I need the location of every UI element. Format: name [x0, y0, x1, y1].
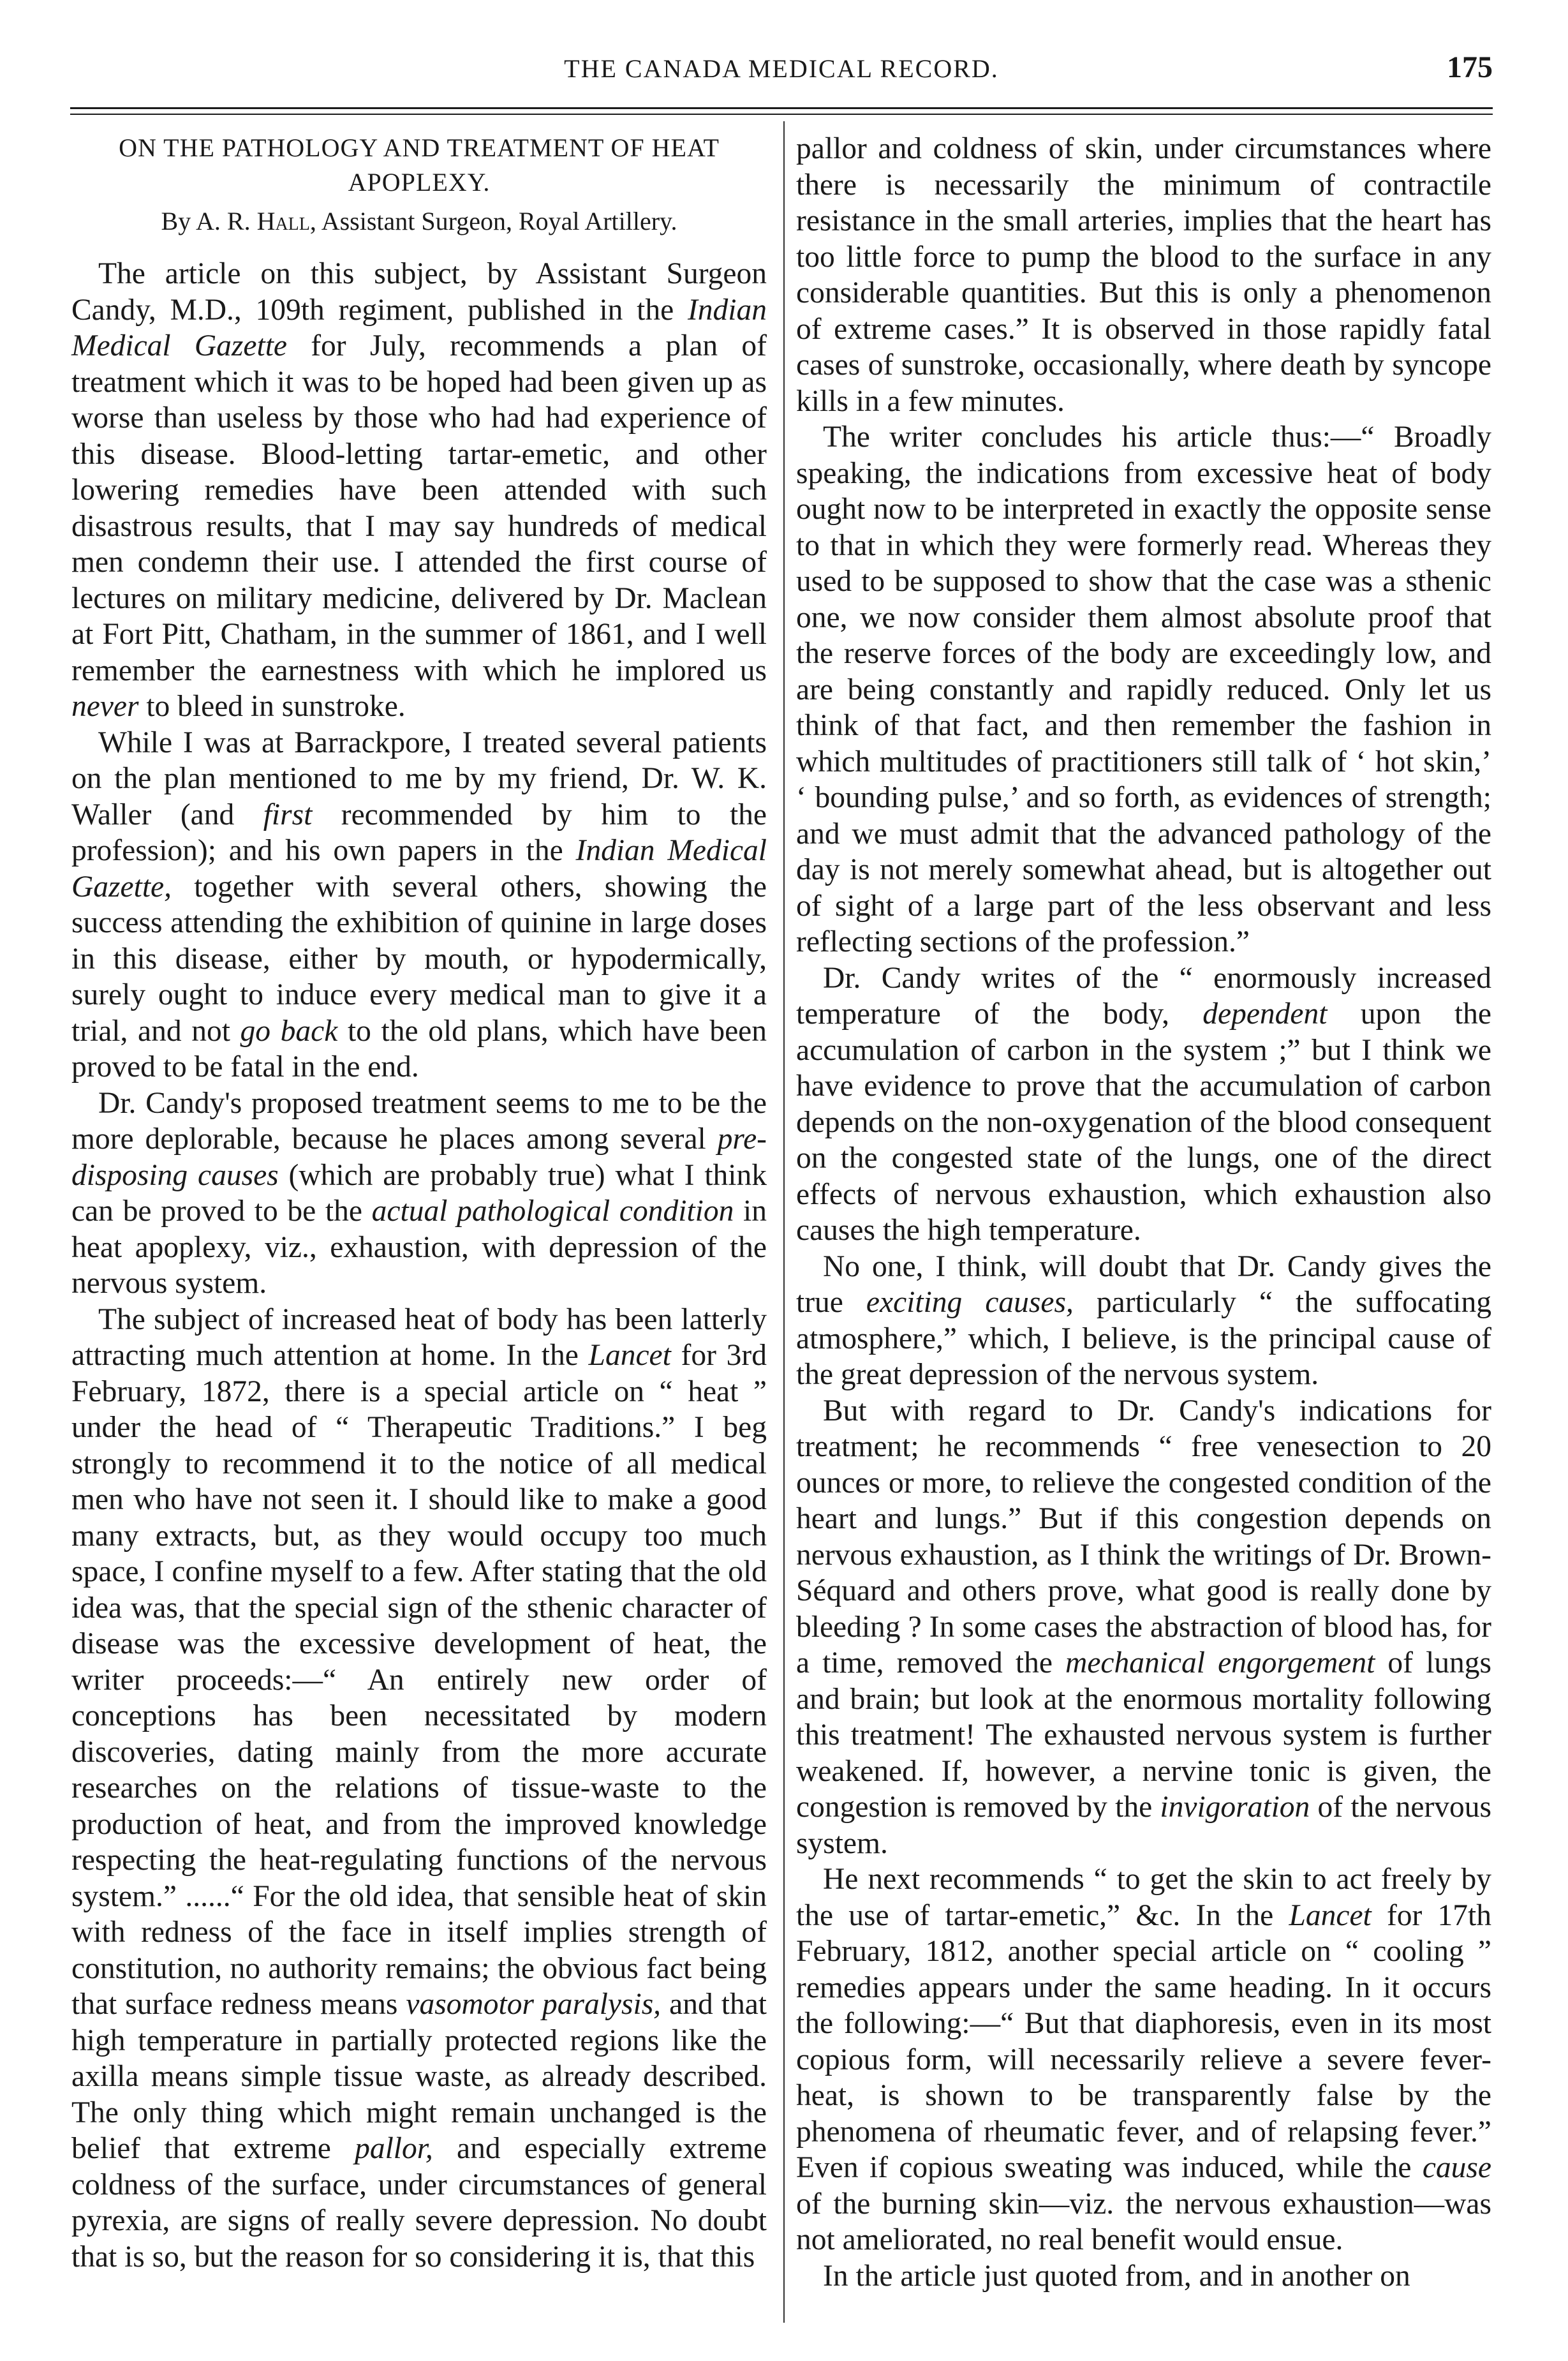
column-divider: [783, 121, 785, 2323]
italic-text: never: [71, 690, 139, 723]
paragraph: In the article just quoted from, and in another on: [823, 2259, 1410, 2293]
italic-text: actual pathological condition: [371, 1195, 734, 1228]
running-title: THE CANADA MEDICAL RECORD.: [564, 54, 999, 83]
byline-name: Hall: [256, 207, 310, 235]
italic-text: mechanical engorgement: [1065, 1646, 1375, 1680]
italic-text: Indian Medical Gazette,: [71, 834, 767, 904]
right-column: [796, 131, 1491, 2294]
paragraph: The writer concludes his article thus:—“ Broadly speaking, the indications from excessive heat of body ought now to be interpreted in exactly the opposite sense to that in which they were formerly read. Whereas they used to be supposed to show that the case was a sthenic one, we now consider them almost absolute proof that the reserve forces of the body are exceedingly low, and are being constantly and rapidly reduced. Only let us think of that fact, and then remember the fashion in which multitudes of practitioners still talk of ‘ hot skin,’ ‘ bounding pulse,’ and so forth, as evidences of strength; and we must admit that the advanced pathology of the day is not merely somewhat ahead, but is altogether out of sight of a large part of the less observant and less reflecting sections of the profession.”: [796, 421, 1491, 958]
article-title: ON THE PATHOLOGY AND TREATMENT OF HEAT APOPLEXY.: [119, 133, 720, 197]
left-column: [71, 131, 767, 2275]
paragraph: While I was at Barrackpore, I treated several patients on the plan mentioned to me by my friend, Dr. W. K. Waller (and first recommended by him to the profession); and his own papers in the Indian Medical Gazette, together with several others, showing the success attending the exhibition of quinine in large doses in this disease, either by mouth, or hypodermically, surely ought to induce every medical man to give it a trial, and not go back to the old plans, which have been proved to be fatal in the end.: [71, 726, 767, 1084]
paragraph: But with regard to Dr. Candy's indications for treatment; he recommends “ free venesection to 20 ounces or more, to relieve the congested condition of the heart and lungs.” But if this congestion depends on nervous exhaustion, as I think the writings of Dr. Brown-Séquard and others prove, what good is really done by bleeding ? In some cases the abstraction of blood has, for a time, removed the mechanical engorgement of lungs and brain; but look at the enormous mortality following this treatment! The exhausted nervous system is further weakened. If, however, a nervine tonic is given, the congestion is removed by the invigoration of the nervous system.: [796, 1394, 1492, 1860]
italic-text: pallor,: [355, 2132, 433, 2165]
byline: [71, 204, 767, 239]
italic-text: first: [263, 798, 313, 831]
italic-text: exciting causes,: [866, 1286, 1074, 1319]
byline-prefix: By A. R.: [161, 207, 257, 235]
paragraph: Dr. Candy's proposed treatment seems to me to be the more deplorable, because he places among several pre-disposing causes (which are probably true) what I think can be proved to be the actual pathological condition in heat apoplexy, viz., exhaustion, with depression of the nervous system.: [71, 1086, 767, 1300]
italic-text: dependent: [1202, 997, 1328, 1031]
italic-text: Lancet: [1289, 1898, 1372, 1932]
header-rule-thin: [70, 114, 1493, 115]
paragraph: pallor and coldness of skin, under circumstances where there is necessarily the minimum of contractile resistance in the small arteries, implies that the heart has too little force to pump the blood to the surface in any considerable quantities. But this is only a phenomenon of extreme cases.” It is observed in those rapidly fatal cases of sunstroke, occasionally, where death by syncope kills in a few minutes.: [796, 132, 1491, 418]
italic-text: Lancet: [588, 1339, 671, 1372]
paragraph: The subject of increased heat of body has been latterly attracting much attention at home. In the Lancet for 3rd February, 1872, there is a special article on “ heat ” under the head of “ Therapeutic Traditions.” I beg strongly to recommend it to the notice of all medical men who have not seen it. I should like to make a good many extracts, but, as they would occupy too much space, I confine myself to a few. After stating that the old idea was, that the special sign of the sthenic character of disease was the excessive development of heat, the writer proceeds:—“ An entirely new order of conceptions has been necessitated by modern discoveries, dating mainly from the more accurate researches on the relations of tissue-waste to the production of heat, and from the improved knowledge respecting the heat-regulating functions of the nervous system.” ......“ For the old idea, that sensible heat of skin with redness of the face in itself implies strength of constitution, no authority remains; the obvious fact being that surface redness means vasomotor paralysis, and that high temperature in partially protected regions like the axilla means simple tissue waste, as already described. The only thing which might remain unchanged is the belief that extreme pallor, and especially extreme coldness of the surface, under circumstances of general pyrexia, are signs of really severe depression. No doubt that is so, but the reason for so considering it is, that this: [71, 1302, 767, 2274]
italic-text: cause: [1422, 2151, 1491, 2184]
page-number: 175: [1447, 50, 1493, 84]
paragraph: He next recommends “ to get the skin to act freely by the use of tartar-emetic,” &c. In the Lancet for 17th February, 1812, another special article on “ cooling ” remedies appears under the same heading. In it occurs the following:—“ But that diaphoresis, even in its most copious form, will necessarily relieve a severe fever-heat, is shown to be transparently false by the phenomena of rheumatic fever, and of relapsing fever.” Even if copious sweating was induced, while the cause of the burning skin—viz. the nervous exhaustion—was not ameliorated, no real benefit would ensue.: [796, 1863, 1491, 2256]
byline-suffix: , Assistant Surgeon, Royal Artillery.: [309, 207, 677, 235]
italic-text: pre-disposing causes: [71, 1122, 767, 1192]
paragraph: Dr. Candy writes of the “ enormously increased temperature of the body, dependent upon the accumulation of carbon in the system ;” but I think we have evidence to prove that the accumulation of carbon depends on the non-oxygenation of the blood consequent on the congested state of the lungs, one of the direct effects of nervous exhaustion, which exhaustion also causes the high temperature.: [796, 961, 1492, 1247]
paragraph: No one, I think, will doubt that Dr. Candy gives the true exciting causes, particularly “ the suffocating atmosphere,” which, I believe, is the principal cause of the great depression of the nervous system.: [796, 1249, 1491, 1391]
italic-text: Indian Medical Gazette: [71, 293, 767, 362]
page-header: [70, 45, 1493, 102]
header-rule: [70, 107, 1493, 109]
italic-text: vasomotor paralysis,: [406, 1988, 662, 2021]
italic-text: invigoration: [1160, 1791, 1310, 1824]
italic-text: go back: [240, 1014, 338, 1048]
paragraph: The article on this subject, by Assistant Surgeon Candy, M.D., 109th regiment, published in the Indian Medical Gazette for July, recommends a plan of treatment which it was to be hoped had been given up as worse than useless by those who had had experience of this disease. Blood-letting tartar-emetic, and other lowering remedies have been attended with such disastrous results, that I may say hundreds of medical men condemn their use. I attended the first course of lectures on military medicine, delivered by Dr. Maclean at Fort Pitt, Chatham, in the summer of 1861, and I well remember the earnestness with which he implored us never to bleed in sunstroke.: [71, 257, 767, 723]
